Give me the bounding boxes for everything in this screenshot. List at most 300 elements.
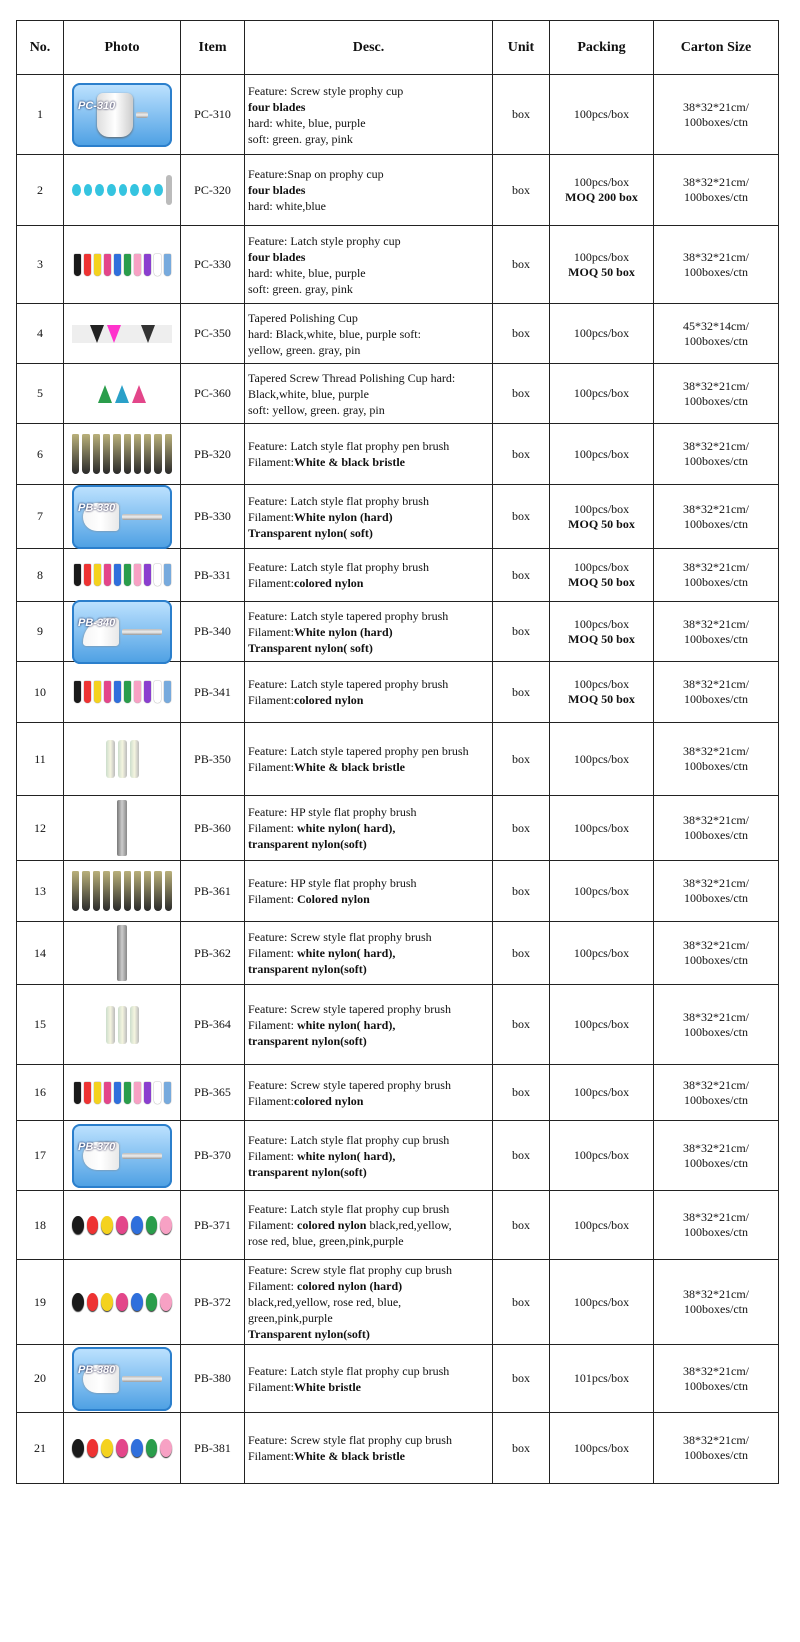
carton-line: 100boxes/ctn — [684, 1024, 748, 1039]
table-body — [17, 75, 779, 1484]
item-code: PC-330 — [181, 226, 245, 304]
unit: box — [493, 723, 550, 796]
description-line: transparent nylon(soft) — [248, 1164, 367, 1179]
description-line: Feature: Latch style flat prophy brush — [248, 560, 429, 574]
unit: box — [493, 1413, 550, 1484]
table-row — [17, 861, 779, 922]
description — [245, 1121, 493, 1191]
carton-line: 38*32*21cm/ — [683, 1433, 749, 1447]
packing-line: MOQ 50 box — [568, 575, 635, 589]
row-number: 18 — [17, 1191, 64, 1260]
description-line: Feature: Latch style tapered prophy brush — [248, 608, 449, 623]
description-line: Tapered Screw Thread Polishing Cup hard: — [248, 370, 456, 385]
carton-line: 100boxes/ctn — [684, 1155, 748, 1170]
description-line: Filament:White & black bristle — [248, 760, 405, 774]
description-line: hard: white, blue, purple — [248, 265, 366, 280]
unit: box — [493, 1065, 550, 1121]
carton-line: 38*32*21cm/ — [683, 813, 749, 827]
unit: box — [493, 922, 550, 985]
product-photo — [64, 75, 181, 155]
carton-line: 100boxes/ctn — [684, 264, 748, 279]
description-line: soft: green. gray, pink — [248, 131, 353, 146]
description-line: Transparent nylon(soft) — [248, 1327, 370, 1341]
product-photo — [64, 985, 181, 1065]
description-line: Feature: Screw style prophy cup — [248, 83, 404, 98]
product-photo — [64, 485, 181, 549]
unit: box — [493, 1191, 550, 1260]
packing — [550, 1191, 654, 1260]
packing-line: 100pcs/box — [573, 386, 630, 400]
description — [245, 75, 493, 155]
product-photo — [64, 1065, 181, 1121]
item-code: PB-330 — [181, 485, 245, 549]
description-line: transparent nylon(soft) — [248, 962, 367, 976]
packing — [550, 1345, 654, 1413]
product-photo — [64, 861, 181, 922]
carton-size — [654, 662, 779, 723]
carton-size — [654, 861, 779, 922]
item-code: PC-310 — [181, 75, 245, 155]
packing — [550, 723, 654, 796]
description — [245, 723, 493, 796]
description-line: soft: yellow, green. gray, pin — [248, 402, 385, 417]
item-code: PC-360 — [181, 364, 245, 424]
description-line: Filament:colored nylon — [248, 693, 364, 707]
packing — [550, 602, 654, 662]
carton-size — [654, 1191, 779, 1260]
unit: box — [493, 1260, 550, 1345]
carton-line: 45*32*14cm/ — [683, 318, 749, 333]
description-line: Filament:White nylon (hard) — [248, 624, 393, 639]
unit: box — [493, 75, 550, 155]
product-photo — [64, 226, 181, 304]
description-line: transparent nylon(soft) — [248, 1033, 367, 1048]
item-code: PB-372 — [181, 1260, 245, 1345]
header-packing: Packing — [550, 21, 654, 75]
unit: box — [493, 861, 550, 922]
description-line: hard: white,blue — [248, 199, 326, 213]
item-code: PB-381 — [181, 1413, 245, 1484]
photo-label: PB-340 — [78, 616, 116, 629]
row-number: 16 — [17, 1065, 64, 1121]
packing — [550, 796, 654, 861]
description-line: soft: green. gray, pink — [248, 281, 353, 296]
packing — [550, 549, 654, 602]
table-row — [17, 1191, 779, 1260]
description-line: Feature: Screw style flat prophy cup brush — [248, 1433, 452, 1447]
row-number: 11 — [17, 723, 64, 796]
unit: box — [493, 226, 550, 304]
product-photo — [64, 922, 181, 985]
table-row — [17, 723, 779, 796]
table-row — [17, 662, 779, 723]
carton-size — [654, 226, 779, 304]
carton-size — [654, 985, 779, 1065]
description-line: Filament: white nylon( hard), — [248, 821, 396, 835]
carton-line: 100boxes/ctn — [684, 190, 748, 204]
item-code: PB-380 — [181, 1345, 245, 1413]
table-row — [17, 985, 779, 1065]
carton-line: 38*32*21cm/ — [683, 876, 749, 890]
description-line: Filament:White bristle — [248, 1379, 361, 1394]
item-code: PB-365 — [181, 1065, 245, 1121]
description-line: transparent nylon(soft) — [248, 837, 367, 851]
packing-line: 100pcs/box — [573, 175, 630, 189]
carton-size — [654, 602, 779, 662]
carton-line: 100boxes/ctn — [684, 828, 748, 842]
product-photo — [64, 1413, 181, 1484]
description-line: four blades — [248, 183, 306, 197]
unit: box — [493, 304, 550, 364]
description-line: black,red,yellow, rose red, blue, — [248, 1295, 402, 1309]
description-line: Feature: Screw style flat prophy brush — [248, 930, 432, 944]
carton-line: 38*32*21cm/ — [683, 175, 749, 189]
description-line: yellow, green. gray, pin — [248, 342, 361, 357]
description-line: Filament: Colored nylon — [248, 892, 370, 906]
carton-size — [654, 1065, 779, 1121]
unit: box — [493, 796, 550, 861]
unit: box — [493, 155, 550, 226]
table-row — [17, 922, 779, 985]
packing-line: 100pcs/box — [573, 1148, 630, 1162]
description-line: Feature: Latch style flat prophy cup brush — [248, 1202, 450, 1216]
header-desc: Desc. — [245, 21, 493, 75]
product-photo — [64, 1345, 181, 1413]
packing — [550, 155, 654, 226]
carton-line: 100boxes/ctn — [684, 516, 748, 531]
row-number: 14 — [17, 922, 64, 985]
description-line: Feature:Snap on prophy cup — [248, 167, 384, 181]
row-number: 17 — [17, 1121, 64, 1191]
carton-line: 38*32*21cm/ — [683, 501, 749, 516]
item-code: PB-361 — [181, 861, 245, 922]
description — [245, 861, 493, 922]
carton-line: 38*32*21cm/ — [683, 1287, 749, 1301]
carton-line: 100boxes/ctn — [684, 631, 748, 646]
description-line: hard: white, blue, purple — [248, 115, 366, 130]
description — [245, 1345, 493, 1413]
description-line: Feature: Latch style tapered prophy brush — [248, 677, 449, 691]
carton-size — [654, 1121, 779, 1191]
item-code: PB-371 — [181, 1191, 245, 1260]
header-photo: Photo — [64, 21, 181, 75]
packing-line: 100pcs/box — [573, 1085, 630, 1099]
description — [245, 485, 493, 549]
carton-line: 100boxes/ctn — [684, 1378, 748, 1393]
packing-line: MOQ 50 box — [568, 631, 635, 646]
product-photo — [64, 602, 181, 662]
carton-size — [654, 1413, 779, 1484]
packing-line: 100pcs/box — [573, 945, 630, 960]
packing — [550, 424, 654, 485]
product-sheet — [16, 20, 778, 1484]
item-code: PB-340 — [181, 602, 245, 662]
description-line: green,pink,purple — [248, 1311, 333, 1325]
row-number: 3 — [17, 226, 64, 304]
product-photo — [64, 1260, 181, 1345]
table-row — [17, 364, 779, 424]
unit: box — [493, 1121, 550, 1191]
carton-line: 38*32*21cm/ — [683, 99, 749, 114]
carton-line: 100boxes/ctn — [684, 454, 748, 468]
carton-line: 38*32*21cm/ — [683, 1140, 749, 1155]
carton-line: 100boxes/ctn — [684, 333, 748, 348]
row-number: 7 — [17, 485, 64, 549]
packing-line: 100pcs/box — [573, 1017, 630, 1031]
product-photo — [64, 424, 181, 485]
description — [245, 549, 493, 602]
carton-size — [654, 1260, 779, 1345]
packing-line: 100pcs/box — [573, 326, 630, 340]
packing — [550, 1413, 654, 1484]
unit: box — [493, 364, 550, 424]
packing-line: 100pcs/box — [573, 677, 630, 691]
carton-line: 100boxes/ctn — [684, 953, 748, 967]
description-line: Filament: white nylon( hard), — [248, 1148, 396, 1163]
item-code: PB-331 — [181, 549, 245, 602]
carton-line: 100boxes/ctn — [684, 891, 748, 905]
carton-line: 100boxes/ctn — [684, 1448, 748, 1462]
description — [245, 364, 493, 424]
carton-line: 38*32*21cm/ — [683, 616, 749, 631]
header-item: Item — [181, 21, 245, 75]
row-number: 8 — [17, 549, 64, 602]
packing-line: 100pcs/box — [573, 501, 630, 516]
packing-line: MOQ 50 box — [568, 516, 635, 531]
carton-line: 38*32*21cm/ — [683, 378, 749, 393]
packing — [550, 1260, 654, 1345]
description — [245, 1260, 493, 1345]
row-number: 9 — [17, 602, 64, 662]
row-number: 21 — [17, 1413, 64, 1484]
row-number: 19 — [17, 1260, 64, 1345]
table-row — [17, 485, 779, 549]
packing-line: MOQ 50 box — [568, 264, 635, 279]
item-code: PB-362 — [181, 922, 245, 985]
item-code: PB-350 — [181, 723, 245, 796]
carton-line: 100boxes/ctn — [684, 1302, 748, 1316]
packing — [550, 662, 654, 723]
carton-line: 38*32*21cm/ — [683, 744, 749, 758]
packing — [550, 922, 654, 985]
header-carton-size: Carton Size — [654, 21, 779, 75]
photo-label: PC-310 — [78, 99, 116, 112]
packing — [550, 985, 654, 1065]
packing-line: 100pcs/box — [573, 1217, 630, 1232]
carton-size — [654, 549, 779, 602]
item-code: PC-350 — [181, 304, 245, 364]
description-line: Filament: white nylon( hard), — [248, 1017, 396, 1032]
product-table — [16, 20, 779, 1484]
carton-line: 100boxes/ctn — [684, 575, 748, 589]
unit: box — [493, 662, 550, 723]
description-line: Filament:White & black bristle — [248, 1449, 405, 1463]
description — [245, 602, 493, 662]
packing-line: 100pcs/box — [573, 107, 630, 121]
description — [245, 424, 493, 485]
carton-line: 38*32*21cm/ — [683, 249, 749, 264]
description — [245, 304, 493, 364]
product-photo — [64, 1191, 181, 1260]
row-number: 5 — [17, 364, 64, 424]
description-line: Feature: Latch style flat prophy cup brush — [248, 1363, 450, 1378]
row-number: 4 — [17, 304, 64, 364]
description-line: Filament:White nylon (hard) — [248, 509, 393, 524]
photo-label: PB-330 — [78, 501, 116, 514]
table-row — [17, 1260, 779, 1345]
packing-line: 100pcs/box — [573, 1440, 630, 1455]
carton-line: 100boxes/ctn — [684, 759, 748, 773]
description-line: Filament: colored nylon (hard) — [248, 1279, 403, 1293]
table-row — [17, 75, 779, 155]
unit: box — [493, 549, 550, 602]
description-line: Feature: Latch style tapered prophy pen brush — [248, 744, 469, 758]
table-row — [17, 1065, 779, 1121]
photo-label: PB-380 — [78, 1363, 116, 1376]
photo-label: PB-370 — [78, 1140, 116, 1153]
carton-size — [654, 424, 779, 485]
product-photo — [64, 796, 181, 861]
description — [245, 922, 493, 985]
table-row — [17, 1121, 779, 1191]
packing-line: 101pcs/box — [573, 1371, 630, 1385]
item-code: PB-341 — [181, 662, 245, 723]
packing — [550, 485, 654, 549]
carton-size — [654, 1345, 779, 1413]
description-line: Feature: Latch style flat prophy cup brush — [248, 1132, 450, 1147]
table-row — [17, 602, 779, 662]
table-row — [17, 226, 779, 304]
carton-size — [654, 485, 779, 549]
description-line: Feature: Screw style flat prophy cup brush — [248, 1263, 452, 1277]
packing-line: MOQ 200 box — [565, 190, 638, 204]
row-number: 1 — [17, 75, 64, 155]
description-line: Feature: HP style flat prophy brush — [248, 876, 417, 890]
description — [245, 155, 493, 226]
carton-line: 100boxes/ctn — [684, 1092, 748, 1107]
carton-size — [654, 723, 779, 796]
table-row — [17, 304, 779, 364]
description-line: Filament:colored nylon — [248, 576, 364, 590]
item-code: PC-320 — [181, 155, 245, 226]
description-line: Feature: HP style flat prophy brush — [248, 805, 417, 819]
header-row — [17, 21, 779, 75]
carton-line: 38*32*21cm/ — [683, 1363, 749, 1378]
packing-line: 100pcs/box — [573, 249, 630, 264]
packing-line: MOQ 50 box — [568, 692, 635, 706]
carton-line: 38*32*21cm/ — [683, 938, 749, 952]
item-code: PB-320 — [181, 424, 245, 485]
product-photo — [64, 364, 181, 424]
header-unit: Unit — [493, 21, 550, 75]
row-number: 6 — [17, 424, 64, 485]
description-line: four blades — [248, 99, 306, 114]
packing — [550, 304, 654, 364]
description-line: four blades — [248, 249, 306, 264]
carton-line: 38*32*21cm/ — [683, 1009, 749, 1024]
row-number: 20 — [17, 1345, 64, 1413]
carton-line: 100boxes/ctn — [684, 692, 748, 706]
description — [245, 796, 493, 861]
carton-line: 38*32*21cm/ — [683, 439, 749, 453]
packing-line: 100pcs/box — [573, 560, 630, 574]
row-number: 13 — [17, 861, 64, 922]
description-line: Feature: Latch style flat prophy pen brush — [248, 439, 450, 453]
row-number: 12 — [17, 796, 64, 861]
unit: box — [493, 602, 550, 662]
packing-line: 100pcs/box — [573, 446, 630, 461]
description-line: Tapered Polishing Cup — [248, 310, 358, 325]
packing-line: 100pcs/box — [573, 1294, 630, 1309]
description — [245, 1191, 493, 1260]
row-number: 10 — [17, 662, 64, 723]
unit: box — [493, 985, 550, 1065]
description — [245, 1065, 493, 1121]
product-photo — [64, 155, 181, 226]
product-photo — [64, 549, 181, 602]
carton-line: 100boxes/ctn — [684, 114, 748, 129]
product-photo — [64, 662, 181, 723]
description-line: Transparent nylon( soft) — [248, 525, 373, 540]
packing — [550, 75, 654, 155]
description-line: Feature: Latch style flat prophy brush — [248, 493, 429, 508]
description — [245, 662, 493, 723]
description-line: Feature: Screw style tapered prophy brush — [248, 1077, 451, 1092]
packing — [550, 364, 654, 424]
table-row — [17, 155, 779, 226]
description-line: Feature: Screw style tapered prophy brush — [248, 1001, 451, 1016]
row-number: 2 — [17, 155, 64, 226]
row-number: 15 — [17, 985, 64, 1065]
carton-size — [654, 75, 779, 155]
unit: box — [493, 1345, 550, 1413]
description-line: Filament:colored nylon — [248, 1093, 364, 1108]
carton-line: 38*32*21cm/ — [683, 677, 749, 691]
carton-size — [654, 304, 779, 364]
description-line: Filament: colored nylon black,red,yellow, — [248, 1218, 452, 1232]
table-row — [17, 549, 779, 602]
description-line: Transparent nylon( soft) — [248, 640, 373, 655]
unit: box — [493, 424, 550, 485]
carton-line: 38*32*21cm/ — [683, 1210, 749, 1224]
item-code: PB-360 — [181, 796, 245, 861]
table-row — [17, 796, 779, 861]
table-row — [17, 1345, 779, 1413]
carton-size — [654, 922, 779, 985]
product-photo — [64, 723, 181, 796]
table-row — [17, 1413, 779, 1484]
product-photo — [64, 304, 181, 364]
packing — [550, 861, 654, 922]
packing-line: 100pcs/box — [573, 883, 630, 898]
item-code: PB-370 — [181, 1121, 245, 1191]
carton-size — [654, 364, 779, 424]
description-line: Feature: Latch style prophy cup — [248, 233, 401, 248]
carton-line: 38*32*21cm/ — [683, 1077, 749, 1092]
header-no: No. — [17, 21, 64, 75]
description-line: rose red, blue, green,pink,purple — [248, 1234, 404, 1248]
description — [245, 985, 493, 1065]
carton-line: 100boxes/ctn — [684, 1225, 748, 1239]
table-row — [17, 424, 779, 485]
carton-size — [654, 155, 779, 226]
description-line: Filament: white nylon( hard), — [248, 946, 396, 960]
description — [245, 226, 493, 304]
carton-line: 100boxes/ctn — [684, 393, 748, 408]
carton-line: 38*32*21cm/ — [683, 560, 749, 574]
carton-size — [654, 796, 779, 861]
product-photo — [64, 1121, 181, 1191]
